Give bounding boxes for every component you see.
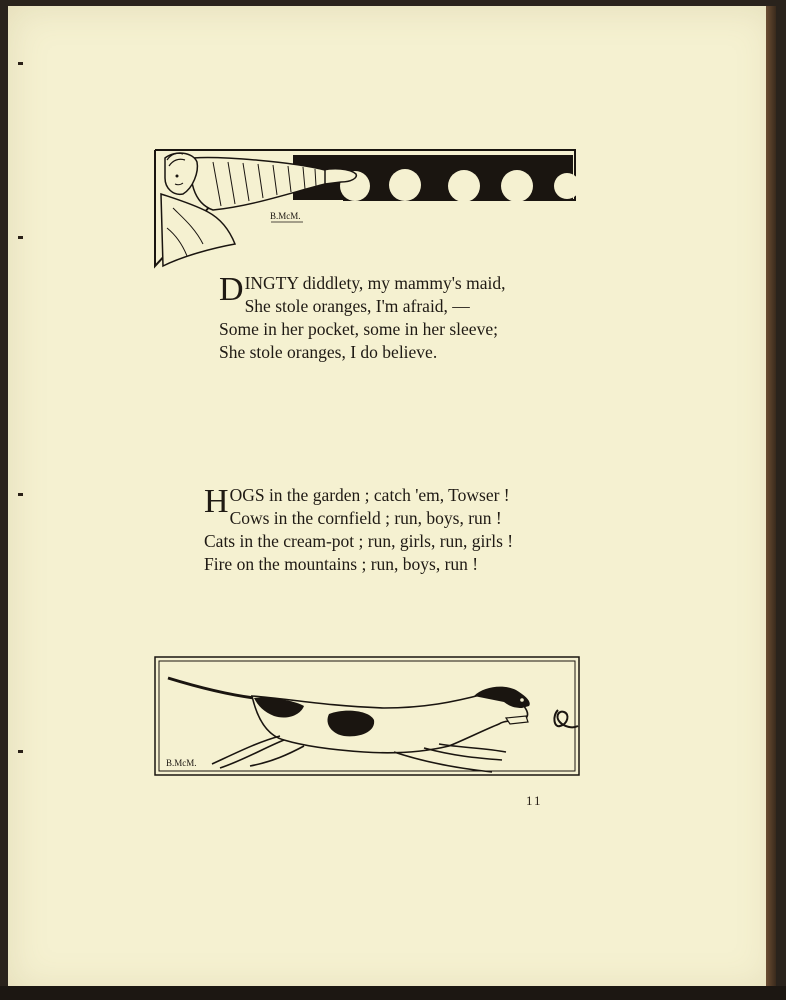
poem-line-3: Some in her pocket, some in her sleeve; [219, 319, 498, 339]
poem-line-2: Cows in the cornfield ; run, boys, run ! [229, 508, 502, 528]
poem-line-3: Cats in the cream-pot ; run, girls, run, girls ! [204, 531, 514, 551]
first-line-text: INGTY diddlety, my mammy's maid, [244, 273, 506, 293]
book-page [8, 6, 776, 992]
margin-mark [18, 493, 23, 496]
dropcap-letter: H [204, 483, 229, 520]
poem-line-4: She stole oranges, I do believe. [219, 342, 438, 362]
headpiece-signature: B.McM. [270, 211, 301, 221]
poem-hogs-in-the-garden [204, 484, 513, 576]
book-edge [766, 6, 776, 992]
dropcap-letter: D [219, 271, 244, 308]
margin-mark [18, 750, 23, 753]
first-line-text: OGS in the garden ; catch 'em, Towser ! [229, 485, 510, 505]
poem-dingty-diddlety [219, 272, 505, 364]
margin-mark [18, 62, 23, 65]
book-bottom-edge [0, 986, 786, 1000]
running-dog-tailpiece-illustration [154, 656, 582, 778]
page-number: 11 [526, 793, 543, 808]
poem-line-4: Fire on the mountains ; run, boys, run ! [204, 554, 479, 574]
margin-mark [18, 236, 23, 239]
poem-line-2: She stole oranges, I'm afraid, — [244, 296, 470, 316]
tailpiece-signature: B.McM. [166, 758, 197, 768]
oranges-headpiece-illustration [153, 148, 578, 270]
